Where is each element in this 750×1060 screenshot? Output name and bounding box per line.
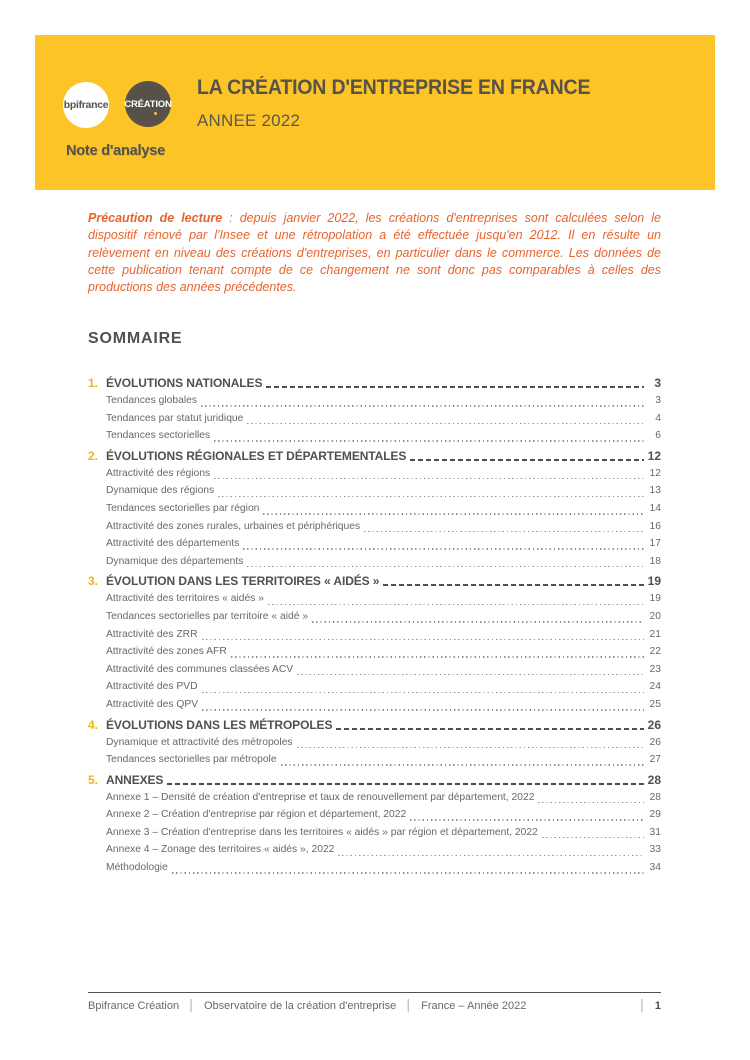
- dot-leader: [243, 548, 644, 549]
- toc-entry[interactable]: [88, 500, 661, 518]
- dash-leader: [383, 584, 644, 586]
- dot-leader: [172, 872, 644, 873]
- toc-entry[interactable]: [88, 806, 661, 824]
- dot-leader: [338, 855, 644, 856]
- dot-leader: [202, 692, 644, 693]
- dot-leader: [538, 802, 644, 803]
- creation-logo-text: CRÉATION: [124, 98, 172, 110]
- toc-section-entry[interactable]: [88, 716, 661, 734]
- note-analyse-tagline: Note d'analyse: [66, 143, 165, 159]
- toc-entry[interactable]: [88, 841, 661, 859]
- toc-entry-label: Dynamique et attractivité des métropoles: [106, 736, 293, 748]
- dash-leader: [336, 728, 644, 730]
- toc-entry[interactable]: [88, 734, 661, 752]
- toc-page-number: 20: [649, 610, 661, 622]
- toc-entry-label: Annexe 4 – Zonage des territoires « aidés », 2022: [106, 844, 335, 856]
- toc-entry-label: Tendances sectorielles: [106, 430, 211, 442]
- toc-page-number: 17: [649, 538, 661, 550]
- toc-entry[interactable]: [88, 643, 661, 661]
- document-subtitle: ANNEE 2022: [197, 111, 301, 130]
- toc-section: [88, 771, 661, 877]
- toc-entry-label: Attractivité des PVD: [106, 681, 198, 693]
- toc-entry[interactable]: [88, 553, 661, 571]
- toc-page-number: 25: [649, 698, 661, 710]
- dot-leader: [247, 566, 644, 567]
- footer-observatory: Observatoire de la création d'entreprise: [203, 1000, 397, 1012]
- toc-entry[interactable]: [88, 859, 661, 877]
- dot-leader: [201, 405, 644, 406]
- dot-leader: [297, 747, 644, 748]
- toc-page-number: 12: [649, 467, 661, 479]
- toc-section: [88, 716, 661, 769]
- toc-page-number: 12: [647, 448, 661, 463]
- footer-page-number: 1: [654, 1000, 661, 1012]
- toc-section: [88, 447, 661, 571]
- toc-page-number: 27: [649, 754, 661, 766]
- toc-section-entry[interactable]: [88, 374, 661, 392]
- toc-entry-label: Tendances sectorielles par territoire « aidé »: [106, 610, 309, 622]
- dot-leader: [312, 621, 644, 622]
- reading-precaution: [88, 210, 661, 296]
- toc-section-number: 1.: [88, 376, 99, 390]
- footer-edition: France – Année 2022: [421, 1000, 527, 1012]
- toc-entry-label: Annexe 3 – Création d'entreprise dans les territoires « aidés » par région et département, 2022: [106, 826, 538, 838]
- toc-page-number: 28: [649, 791, 661, 803]
- toc-entry-label: Attractivité des zones rurales, urbaines et périphériques: [106, 520, 361, 532]
- toc-page-number: 21: [649, 628, 661, 640]
- toc-page-number: 4: [655, 412, 661, 424]
- bpifrance-logo-text: bpifrance: [63, 99, 109, 111]
- document-title: LA CRÉATION D'ENTREPRISE EN FRANCE: [197, 76, 591, 99]
- toc-entry-label: Annexe 1 – Densité de création d'entreprise et taux de renouvellement par département, 2022: [106, 791, 535, 803]
- toc-section-entry[interactable]: [88, 771, 661, 789]
- dash-leader: [266, 386, 644, 388]
- toc-entry[interactable]: [88, 789, 661, 807]
- toc-section-entry[interactable]: [88, 572, 661, 590]
- dash-leader: [410, 459, 644, 461]
- dot-leader: [218, 496, 644, 497]
- toc-section: [88, 374, 661, 445]
- reading-precaution-lead: Précaution de lecture: [88, 211, 223, 225]
- toc-page-number: 34: [649, 862, 661, 874]
- header-banner: [35, 35, 715, 190]
- toc-entry[interactable]: [88, 626, 661, 644]
- dot-leader: [297, 674, 644, 675]
- bpifrance-logo: [63, 82, 109, 128]
- dot-leader: [231, 656, 644, 657]
- toc-page-number: 28: [647, 772, 661, 787]
- toc-entry-label: Attractivité des départements: [106, 538, 240, 550]
- dash-leader: [167, 783, 644, 785]
- toc-page-number: 16: [649, 520, 661, 532]
- toc-entry[interactable]: [88, 392, 661, 410]
- toc-section-number: 5.: [88, 772, 99, 787]
- dot-leader: [202, 639, 644, 640]
- creation-logo: [125, 81, 171, 127]
- toc-entry[interactable]: [88, 608, 661, 626]
- toc-section-title: ÉVOLUTION DANS LES TERRITOIRES « AIDÉS »: [106, 574, 380, 589]
- toc-page-number: 6: [655, 430, 661, 442]
- toc-entry[interactable]: [88, 751, 661, 769]
- toc-entry-label: Attractivité des QPV: [106, 698, 199, 710]
- toc-entry[interactable]: [88, 410, 661, 428]
- toc-section-title: ÉVOLUTIONS DANS LES MÉTROPOLES: [106, 717, 333, 732]
- toc-section-number: 2.: [88, 448, 99, 463]
- toc-page-number: 24: [649, 681, 661, 693]
- footer-org: Bpifrance Création: [88, 1000, 180, 1012]
- toc-entry[interactable]: [88, 696, 661, 714]
- dot-leader: [214, 478, 644, 479]
- toc-section-number: 3.: [88, 574, 99, 589]
- toc-section-title: ÉVOLUTIONS RÉGIONALES ET DÉPARTEMENTALES: [106, 448, 407, 463]
- toc-entry-label: Tendances par statut juridique: [106, 412, 244, 424]
- toc-page-number: 31: [649, 826, 661, 838]
- toc-entry-label: Attractivité des zones AFR: [106, 646, 227, 658]
- toc-entry-label: Attractivité des régions: [106, 467, 211, 479]
- footer-separator: │: [188, 1000, 195, 1012]
- toc-entry[interactable]: [88, 465, 661, 483]
- toc-entry-label: Méthodologie: [106, 862, 168, 874]
- toc-entry-label: Annexe 2 – Création d'entreprise par région et département, 2022: [106, 809, 407, 821]
- footer-separator: │: [405, 1000, 413, 1012]
- table-of-contents: [88, 372, 661, 877]
- toc-entry[interactable]: [88, 482, 661, 500]
- toc-page-number: 23: [649, 663, 661, 675]
- toc-entry-label: Attractivité des territoires « aidés »: [106, 593, 264, 605]
- toc-page-number: 26: [647, 717, 661, 732]
- dot-leader: [268, 604, 644, 605]
- toc-page-number: 29: [649, 809, 661, 821]
- toc-entry[interactable]: [88, 590, 661, 608]
- toc-entry[interactable]: [88, 518, 661, 536]
- toc-page-number: 18: [649, 555, 661, 567]
- toc-section-entry[interactable]: [88, 447, 661, 465]
- toc-page-number: 26: [649, 736, 661, 748]
- toc-entry-label: Tendances globales: [106, 395, 198, 406]
- dot-leader: [214, 440, 644, 441]
- toc-section: [88, 572, 661, 713]
- dot-leader: [542, 837, 644, 838]
- toc-page-number: 33: [649, 844, 661, 856]
- toc-entry-label: Tendances sectorielles par métropole: [106, 754, 277, 766]
- toc-entry[interactable]: [88, 427, 661, 445]
- toc-page-number: 13: [649, 485, 661, 497]
- dot-leader: [410, 819, 644, 820]
- page-footer: [88, 992, 661, 1012]
- toc-entry[interactable]: [88, 824, 661, 842]
- toc-section-title: ÉVOLUTIONS NATIONALES: [106, 376, 263, 390]
- toc-heading: SOMMAIRE: [88, 330, 183, 347]
- footer-separator: │: [639, 1000, 646, 1012]
- toc-page-number: 3: [654, 376, 661, 390]
- toc-entry-label: Dynamique des départements: [106, 555, 244, 567]
- toc-section-number: 4.: [88, 717, 99, 732]
- toc-entry[interactable]: [88, 678, 661, 696]
- dot-leader: [281, 764, 644, 765]
- dot-leader: [263, 513, 644, 514]
- toc-entry[interactable]: [88, 535, 661, 553]
- toc-entry-label: Tendances sectorielles par région: [106, 502, 260, 514]
- toc-page-number: 22: [649, 646, 661, 658]
- dot-leader: [364, 531, 644, 532]
- toc-entry-label: Attractivité des communes classées ACV: [106, 663, 294, 675]
- dot-leader: [202, 709, 644, 710]
- toc-page-number: 14: [649, 502, 661, 514]
- toc-page-number: 3: [655, 395, 661, 406]
- toc-entry-label: Attractivité des ZRR: [106, 628, 198, 640]
- reading-precaution-body: : depuis janvier 2022, les créations d'entreprises sont calculées selon le dispositif rénové par l'Insee et une rétropolation a été effectuée jusqu'en 2012. Il en résulte un relèvement en niveau des créations d'entreprises, en particulier dans le commerce. Les données de cette publication tenant compte de ce changement ne sont donc pas comparables à celles des productions des années précédentes.: [88, 211, 662, 295]
- toc-page-number: 19: [649, 593, 661, 605]
- toc-page-number: 19: [647, 574, 661, 589]
- toc-entry-label: Dynamique des régions: [106, 485, 215, 497]
- toc-entry[interactable]: [88, 661, 661, 679]
- creation-logo-dot-icon: [154, 112, 157, 115]
- dot-leader: [247, 423, 644, 424]
- toc-section-title: ANNEXES: [106, 772, 164, 787]
